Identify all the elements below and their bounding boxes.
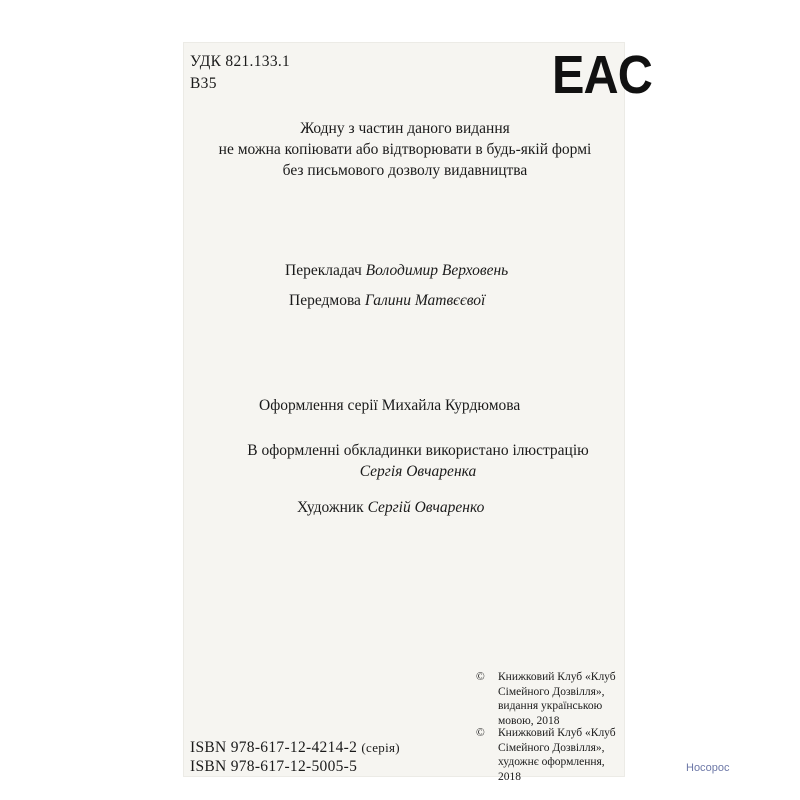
bbk-code: В35 — [190, 75, 217, 92]
copyright-text — [498, 670, 628, 728]
translator-credit — [285, 260, 508, 281]
cover-credit — [218, 440, 618, 482]
copyright-notice — [190, 118, 620, 181]
isbn-series — [190, 738, 400, 758]
copyright-line: Книжковий Клуб «Клуб — [498, 727, 616, 739]
series-design-credit: Оформлення серії Михайла Курдюмова — [259, 397, 521, 414]
foreword-name: Галини Матвєєвої — [364, 292, 486, 309]
translator-name: Володимир Верховень — [365, 262, 509, 279]
copyright-symbol: © — [476, 671, 485, 683]
isbn-book — [190, 757, 357, 777]
watermark-logo: Носорос — [686, 762, 730, 774]
translator-label: Перекладач — [285, 262, 362, 279]
copyright-line: видання українською — [498, 700, 603, 712]
artist-name: Сергій Овчаренко — [367, 499, 485, 516]
copyright-text — [498, 726, 628, 784]
isbn-note: (серія) — [361, 740, 400, 755]
foreword-label: Передмова — [289, 292, 361, 309]
notice-line: не можна копіювати або відтворювати в будь-якій формі — [218, 141, 592, 158]
copyright-line: мовою, 2018 — [498, 714, 560, 727]
eac-certification-mark: EAC — [552, 45, 652, 105]
copyright-line: художнє оформлення, — [498, 756, 605, 768]
classification-codes — [190, 51, 290, 95]
isbn-number: ISBN 978-617-12-5005-5 — [190, 758, 358, 775]
copyright-line: Сімейного Дозвілля», — [498, 685, 605, 698]
udk-code: УДК 821.133.1 — [190, 53, 291, 70]
copyright-line: Сімейного Дозвілля», — [498, 741, 605, 754]
copyright-line: Книжковий Клуб «Клуб — [498, 671, 616, 683]
notice-line: без письмового дозволу видавництва — [282, 162, 528, 179]
notice-line: Жодну з частин даного видання — [300, 120, 510, 137]
isbn-number: ISBN 978-617-12-4214-2 — [190, 739, 358, 756]
copyright-line: 2018 — [498, 770, 521, 783]
foreword-credit — [289, 290, 485, 311]
artist-credit — [297, 497, 484, 518]
cover-label: В оформленні обкладинки використано ілюстрацію — [247, 442, 589, 459]
copyright-symbol: © — [476, 727, 485, 739]
artist-label: Художник — [297, 499, 364, 516]
cover-name: Сергія Овчаренка — [359, 463, 477, 480]
